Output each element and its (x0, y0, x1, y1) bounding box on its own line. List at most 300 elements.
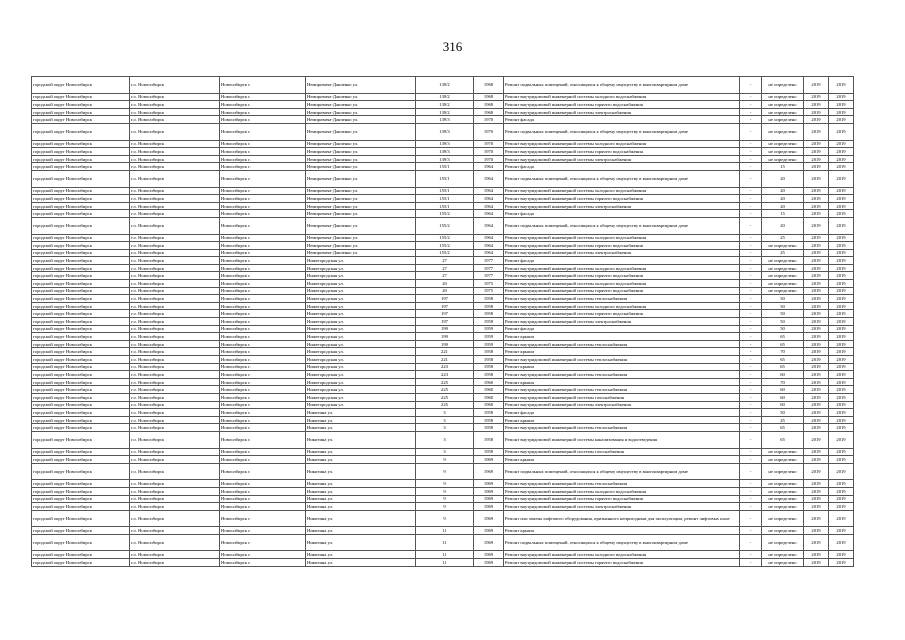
cell-dash: - (740, 170, 762, 187)
cell-work-type: Ремонт внутридомовой инженерной системы холодного водоснабжения (504, 187, 740, 195)
cell-municipality: городской округ Новосибирск (32, 325, 130, 333)
cell-year-start: 2019 (804, 409, 829, 417)
page-number: 316 (442, 39, 463, 54)
cell-house-number: 9 (416, 495, 474, 503)
cell-settlement: Новосибирск г. (220, 287, 306, 295)
cell-work-type: Ремонт внутридомовой инженерной системы горячего водоснабжения (504, 195, 740, 203)
cell-street: Немировича-Данченко ул. (306, 210, 416, 218)
cell-year-built: 1958 (474, 302, 504, 310)
cell-municipality: городской округ Новосибирск (32, 487, 130, 495)
cell-street: Нижегородская ул. (306, 363, 416, 371)
cell-value: не определено (762, 527, 804, 535)
cell-year-start: 2019 (804, 480, 829, 488)
cell-value: не определено (762, 264, 804, 272)
cell-year-end: 2019 (829, 295, 854, 303)
cell-district: г.о. Новосибирск (130, 333, 220, 341)
cell-year-end: 2019 (829, 340, 854, 348)
cell-dash: - (740, 495, 762, 503)
cell-year-built: 1958 (474, 348, 504, 356)
cell-house-number: 199 (416, 325, 474, 333)
cell-year-start: 2019 (804, 318, 829, 326)
table-row (32, 510, 854, 527)
cell-district: г.о. Новосибирск (130, 195, 220, 203)
table-row (32, 249, 854, 257)
cell-year-end: 2019 (829, 101, 854, 109)
cell-value: не определено (762, 287, 804, 295)
cell-work-type: Ремонт внутридомовой инженерной системы электроснабжения (504, 155, 740, 163)
cell-dash: - (740, 318, 762, 326)
cell-year-built: 1958 (474, 431, 504, 448)
cell-district: г.о. Новосибирск (130, 409, 220, 417)
cell-year-start: 2019 (804, 140, 829, 148)
cell-street: Немировича-Данченко ул. (306, 187, 416, 195)
cell-work-type: Ремонт внутридомовой инженерной системы электроснабжения (504, 318, 740, 326)
cell-district: г.о. Новосибирск (130, 325, 220, 333)
cell-house-number: 3 (416, 431, 474, 448)
cell-district: г.о. Новосибирск (130, 210, 220, 218)
cell-year-start: 2019 (804, 77, 829, 94)
cell-value: не определено (762, 534, 804, 551)
cell-house-number: 139/3 (416, 155, 474, 163)
cell-municipality: городской округ Новосибирск (32, 448, 130, 456)
cell-dash: - (740, 409, 762, 417)
cell-year-end: 2019 (829, 551, 854, 559)
cell-year-end: 2019 (829, 123, 854, 140)
cell-work-type: Ремонт подвальных помещений, относящихся к общему имуществу в многоквартирном доме (504, 170, 740, 187)
cell-year-built: 1960 (474, 401, 504, 409)
cell-municipality: городской округ Новосибирск (32, 333, 130, 341)
cell-year-built: 1964 (474, 187, 504, 195)
cell-district: г.о. Новосибирск (130, 424, 220, 432)
cell-value: не определено (762, 148, 804, 156)
cell-settlement: Новосибирск г. (220, 93, 306, 101)
cell-year-end: 2019 (829, 310, 854, 318)
cell-municipality: городской округ Новосибирск (32, 272, 130, 280)
cell-settlement: Новосибирск г. (220, 416, 306, 424)
table-row (32, 195, 854, 203)
cell-dash: - (740, 234, 762, 242)
cell-dash: - (740, 140, 762, 148)
cell-year-end: 2019 (829, 242, 854, 250)
cell-year-end: 2019 (829, 480, 854, 488)
cell-municipality: городской округ Новосибирск (32, 148, 130, 156)
cell-year-start: 2019 (804, 356, 829, 364)
cell-year-built: 1958 (474, 318, 504, 326)
table-row (32, 170, 854, 187)
table-row (32, 348, 854, 356)
cell-value: не определено (762, 242, 804, 250)
cell-year-start: 2019 (804, 264, 829, 272)
cell-dash: - (740, 249, 762, 257)
cell-settlement: Новосибирск г. (220, 295, 306, 303)
cell-year-end: 2019 (829, 348, 854, 356)
cell-work-type: Ремонт внутридомовой инженерной системы газоснабжения (504, 393, 740, 401)
table-row (32, 527, 854, 535)
cell-settlement: Новосибирск г. (220, 170, 306, 187)
cell-year-built: 1970 (474, 123, 504, 140)
cell-house-number: 155/1 (416, 163, 474, 171)
cell-work-type: Ремонт внутридомовой инженерной системы теплоснабжения (504, 371, 740, 379)
cell-value: 20 (762, 187, 804, 195)
cell-value: не определено (762, 456, 804, 464)
cell-value: не определено (762, 108, 804, 116)
cell-value: 70 (762, 348, 804, 356)
cell-year-end: 2019 (829, 378, 854, 386)
cell-house-number: 199 (416, 340, 474, 348)
cell-municipality: городской округ Новосибирск (32, 287, 130, 295)
table-row (32, 424, 854, 432)
table-row (32, 234, 854, 242)
cell-district: г.о. Новосибирск (130, 551, 220, 559)
cell-municipality: городской округ Новосибирск (32, 559, 130, 567)
cell-dash: - (740, 348, 762, 356)
cell-dash: - (740, 116, 762, 124)
cell-house-number: 139/3 (416, 123, 474, 140)
cell-district: г.о. Новосибирск (130, 116, 220, 124)
table-row (32, 318, 854, 326)
cell-municipality: городской округ Новосибирск (32, 431, 130, 448)
cell-street: Немировича-Данченко ул. (306, 163, 416, 171)
table-row (32, 264, 854, 272)
cell-year-built: 1969 (474, 527, 504, 535)
cell-value: 60 (762, 386, 804, 394)
cell-district: г.о. Новосибирск (130, 386, 220, 394)
cell-street: Нижегородская ул. (306, 325, 416, 333)
cell-street: Нижегородская ул. (306, 401, 416, 409)
cell-value: 65 (762, 333, 804, 341)
cell-settlement: Новосибирск г. (220, 393, 306, 401)
cell-street: Нижегородская ул. (306, 280, 416, 288)
cell-year-end: 2019 (829, 393, 854, 401)
table-row (32, 155, 854, 163)
cell-district: г.о. Новосибирск (130, 295, 220, 303)
table-row (32, 272, 854, 280)
cell-dash: - (740, 242, 762, 250)
cell-municipality: городской округ Новосибирск (32, 534, 130, 551)
cell-street: Никитина ул. (306, 431, 416, 448)
cell-dash: - (740, 386, 762, 394)
cell-year-built: 1977 (474, 272, 504, 280)
table-row (32, 559, 854, 567)
cell-dash: - (740, 257, 762, 265)
cell-street: Никитина ул. (306, 463, 416, 480)
cell-year-start: 2019 (804, 559, 829, 567)
table-row (32, 480, 854, 488)
cell-year-start: 2019 (804, 431, 829, 448)
cell-street: Нижегородская ул. (306, 302, 416, 310)
cell-district: г.о. Новосибирск (130, 371, 220, 379)
cell-dash: - (740, 534, 762, 551)
cell-value: не определено (762, 101, 804, 109)
cell-work-type: Ремонт подвальных помещений, относящихся к общему имуществу в многоквартирном доме (504, 123, 740, 140)
cell-municipality: городской округ Новосибирск (32, 108, 130, 116)
cell-work-type: Ремонт внутридомовой инженерной системы горячего водоснабжения (504, 495, 740, 503)
cell-year-start: 2019 (804, 371, 829, 379)
table-row (32, 242, 854, 250)
cell-municipality: городской округ Новосибирск (32, 393, 130, 401)
cell-year-end: 2019 (829, 264, 854, 272)
cell-street: Нижегородская ул. (306, 295, 416, 303)
cell-year-built: 1968 (474, 77, 504, 94)
cell-work-type: Ремонт внутридомовой инженерной системы холодного водоснабжения (504, 487, 740, 495)
table-row (32, 416, 854, 424)
cell-year-end: 2019 (829, 416, 854, 424)
table-row (32, 409, 854, 417)
cell-year-built: 1969 (474, 495, 504, 503)
cell-dash: - (740, 217, 762, 234)
table-row (32, 371, 854, 379)
cell-year-end: 2019 (829, 463, 854, 480)
cell-year-start: 2019 (804, 257, 829, 265)
cell-year-built: 1969 (474, 480, 504, 488)
cell-settlement: Новосибирск г. (220, 551, 306, 559)
cell-year-built: 1977 (474, 264, 504, 272)
cell-year-end: 2019 (829, 257, 854, 265)
cell-year-start: 2019 (804, 202, 829, 210)
cell-work-type: Ремонт внутридомовой инженерной системы горячего водоснабжения (504, 148, 740, 156)
cell-year-end: 2019 (829, 424, 854, 432)
cell-work-type: Ремонт крыши (504, 333, 740, 341)
cell-dash: - (740, 210, 762, 218)
cell-dash: - (740, 356, 762, 364)
cell-value: 20 (762, 195, 804, 203)
table-row (32, 217, 854, 234)
cell-dash: - (740, 155, 762, 163)
cell-year-end: 2019 (829, 234, 854, 242)
cell-settlement: Новосибирск г. (220, 108, 306, 116)
cell-settlement: Новосибирск г. (220, 401, 306, 409)
cell-year-built: 1964 (474, 249, 504, 257)
cell-year-built: 1958 (474, 363, 504, 371)
cell-house-number: 11 (416, 559, 474, 567)
cell-municipality: городской округ Новосибирск (32, 424, 130, 432)
cell-work-type: Ремонт внутридомовой инженерной системы горячего водоснабжения (504, 559, 740, 567)
cell-year-end: 2019 (829, 155, 854, 163)
cell-year-end: 2019 (829, 409, 854, 417)
cell-year-start: 2019 (804, 234, 829, 242)
cell-municipality: городской округ Новосибирск (32, 242, 130, 250)
cell-house-number: 223 (416, 363, 474, 371)
cell-value: 50 (762, 325, 804, 333)
cell-street: Нижегородская ул. (306, 393, 416, 401)
cell-value: не определено (762, 140, 804, 148)
cell-year-end: 2019 (829, 371, 854, 379)
cell-municipality: городской округ Новосибирск (32, 140, 130, 148)
cell-settlement: Новосибирск г. (220, 340, 306, 348)
cell-year-built: 1970 (474, 116, 504, 124)
cell-value: не определено (762, 77, 804, 94)
cell-dash: - (740, 480, 762, 488)
cell-work-type: Ремонт крыши (504, 527, 740, 535)
cell-street: Немировича-Данченко ул. (306, 202, 416, 210)
cell-value: не определено (762, 495, 804, 503)
cell-value: не определено (762, 448, 804, 456)
cell-value: 15 (762, 163, 804, 171)
cell-dash: - (740, 448, 762, 456)
cell-settlement: Новосибирск г. (220, 101, 306, 109)
cell-district: г.о. Новосибирск (130, 527, 220, 535)
table-row (32, 534, 854, 551)
cell-value: не определено (762, 272, 804, 280)
cell-year-built: 1969 (474, 503, 504, 511)
cell-street: Никитина ул. (306, 559, 416, 567)
cell-year-built: 1958 (474, 310, 504, 318)
cell-house-number: 9 (416, 456, 474, 464)
cell-work-type: Ремонт внутридомовой инженерной системы горячего водоснабжения (504, 310, 740, 318)
cell-work-type: Ремонт внутридомовой инженерной системы канализования и водоотведения (504, 431, 740, 448)
cell-settlement: Новосибирск г. (220, 140, 306, 148)
cell-municipality: городской округ Новосибирск (32, 234, 130, 242)
cell-municipality: городской округ Новосибирск (32, 378, 130, 386)
cell-district: г.о. Новосибирск (130, 148, 220, 156)
cell-municipality: городской округ Новосибирск (32, 416, 130, 424)
cell-dash: - (740, 463, 762, 480)
cell-year-end: 2019 (829, 116, 854, 124)
table-row (32, 163, 854, 171)
cell-year-built: 1958 (474, 448, 504, 456)
cell-district: г.о. Новосибирск (130, 272, 220, 280)
cell-district: г.о. Новосибирск (130, 456, 220, 464)
cell-year-start: 2019 (804, 101, 829, 109)
cell-settlement: Новосибирск г. (220, 234, 306, 242)
table-body (32, 77, 854, 567)
cell-year-built: 1964 (474, 163, 504, 171)
cell-street: Нижегородская ул. (306, 348, 416, 356)
cell-house-number: 3 (416, 409, 474, 417)
cell-year-start: 2019 (804, 401, 829, 409)
cell-street: Немировича-Данченко ул. (306, 140, 416, 148)
cell-year-start: 2019 (804, 393, 829, 401)
cell-dash: - (740, 393, 762, 401)
cell-settlement: Новосибирск г. (220, 371, 306, 379)
cell-year-end: 2019 (829, 170, 854, 187)
cell-year-built: 1969 (474, 456, 504, 464)
cell-year-start: 2019 (804, 195, 829, 203)
cell-dash: - (740, 93, 762, 101)
cell-district: г.о. Новосибирск (130, 318, 220, 326)
cell-year-start: 2019 (804, 416, 829, 424)
cell-value: не определено (762, 123, 804, 140)
cell-municipality: городской округ Новосибирск (32, 77, 130, 94)
cell-work-type: Ремонт внутридомовой инженерной системы теплоснабжения (504, 424, 740, 432)
cell-house-number: 221 (416, 348, 474, 356)
cell-house-number: 9 (416, 503, 474, 511)
cell-value: 20 (762, 217, 804, 234)
table-row (32, 431, 854, 448)
cell-house-number: 225 (416, 393, 474, 401)
cell-district: г.о. Новосибирск (130, 480, 220, 488)
cell-municipality: городской округ Новосибирск (32, 348, 130, 356)
cell-value: 25 (762, 416, 804, 424)
cell-house-number: 225 (416, 378, 474, 386)
cell-year-end: 2019 (829, 249, 854, 257)
cell-dash: - (740, 264, 762, 272)
cell-house-number: 27 (416, 264, 474, 272)
cell-street: Нижегородская ул. (306, 287, 416, 295)
cell-municipality: городской округ Новосибирск (32, 202, 130, 210)
cell-work-type: Ремонт внутридомовой инженерной системы электроснабжения (504, 401, 740, 409)
cell-year-end: 2019 (829, 510, 854, 527)
cell-dash: - (740, 527, 762, 535)
cell-district: г.о. Новосибирск (130, 264, 220, 272)
cell-house-number: 139/2 (416, 77, 474, 94)
cell-settlement: Новосибирск г. (220, 378, 306, 386)
cell-year-built: 1958 (474, 295, 504, 303)
cell-settlement: Новосибирск г. (220, 249, 306, 257)
cell-work-type: Ремонт внутридомовой инженерной системы горячего водоснабжения (504, 272, 740, 280)
table-row (32, 487, 854, 495)
cell-settlement: Новосибирск г. (220, 325, 306, 333)
cell-municipality: городской округ Новосибирск (32, 363, 130, 371)
cell-work-type: Ремонт фасада (504, 257, 740, 265)
table-row (32, 340, 854, 348)
cell-house-number: 139/2 (416, 101, 474, 109)
cell-value: не определено (762, 487, 804, 495)
cell-dash: - (740, 187, 762, 195)
cell-work-type: Ремонт крыши (504, 416, 740, 424)
cell-settlement: Новосибирск г. (220, 187, 306, 195)
cell-dash: - (740, 295, 762, 303)
cell-year-end: 2019 (829, 559, 854, 567)
table-row (32, 116, 854, 124)
cell-municipality: городской округ Новосибирск (32, 155, 130, 163)
cell-settlement: Новосибирск г. (220, 534, 306, 551)
cell-year-end: 2019 (829, 431, 854, 448)
cell-district: г.о. Новосибирск (130, 140, 220, 148)
cell-district: г.о. Новосибирск (130, 503, 220, 511)
cell-year-end: 2019 (829, 495, 854, 503)
cell-work-type: Ремонт внутридомовой инженерной системы холодного водоснабжения (504, 302, 740, 310)
cell-municipality: городской округ Новосибирск (32, 257, 130, 265)
cell-settlement: Новосибирск г. (220, 210, 306, 218)
cell-dash: - (740, 487, 762, 495)
cell-house-number: 11 (416, 551, 474, 559)
cell-municipality: городской округ Новосибирск (32, 356, 130, 364)
cell-value: не определено (762, 463, 804, 480)
cell-municipality: городской округ Новосибирск (32, 217, 130, 234)
cell-year-start: 2019 (804, 527, 829, 535)
cell-house-number: 27 (416, 257, 474, 265)
table-row (32, 386, 854, 394)
cell-value: 60 (762, 371, 804, 379)
table-row (32, 257, 854, 265)
cell-year-start: 2019 (804, 249, 829, 257)
cell-work-type: Ремонт внутридомовой инженерной системы холодного водоснабжения (504, 140, 740, 148)
cell-dash: - (740, 401, 762, 409)
cell-district: г.о. Новосибирск (130, 280, 220, 288)
cell-dash: - (740, 195, 762, 203)
cell-year-built: 1960 (474, 386, 504, 394)
cell-settlement: Новосибирск г. (220, 431, 306, 448)
cell-year-built: 1964 (474, 234, 504, 242)
cell-year-end: 2019 (829, 386, 854, 394)
cell-street: Немировича-Данченко ул. (306, 108, 416, 116)
cell-work-type: Ремонт фасада (504, 325, 740, 333)
cell-year-start: 2019 (804, 463, 829, 480)
cell-year-start: 2019 (804, 348, 829, 356)
cell-municipality: городской округ Новосибирск (32, 386, 130, 394)
cell-street: Нижегородская ул. (306, 371, 416, 379)
cell-value: 20 (762, 170, 804, 187)
cell-street: Немировича-Данченко ул. (306, 249, 416, 257)
cell-street: Немировича-Данченко ул. (306, 116, 416, 124)
cell-municipality: городской округ Новосибирск (32, 195, 130, 203)
cell-street: Никитина ул. (306, 495, 416, 503)
cell-district: г.о. Новосибирск (130, 101, 220, 109)
cell-house-number: 197 (416, 295, 474, 303)
cell-year-built: 1968 (474, 108, 504, 116)
cell-district: г.о. Новосибирск (130, 448, 220, 456)
